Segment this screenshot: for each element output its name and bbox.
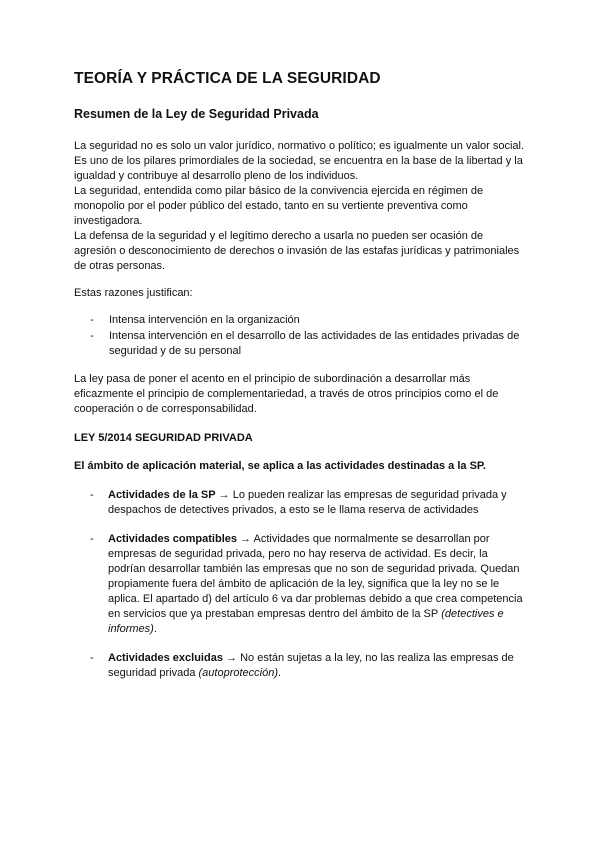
dash-bullet: -	[90, 314, 94, 326]
activity-text: aplica. El apartado d) del artículo 6 va dar problemas debido a que crea competencia	[108, 593, 523, 605]
reasons-list	[90, 313, 530, 360]
list-item-text: Intensa intervención en la organización	[109, 314, 300, 326]
activity-text-end: .	[278, 667, 282, 679]
list-item	[90, 313, 530, 328]
arrow-icon: →	[222, 652, 241, 664]
activity-text: seguridad privada	[108, 667, 196, 679]
activity-text: Lo pueden realizar las empresas de seguridad privada y	[232, 489, 507, 501]
paragraph-line: La seguridad, entendida como pilar básico de la convivencia ejercida en régimen de	[74, 185, 484, 197]
arrow-icon: →	[237, 533, 254, 545]
activity-italic-note: (detectives e	[438, 608, 504, 620]
activity-text: en servicios que ya prestaban empresas dentro del ámbito de la SP	[108, 608, 439, 620]
activity-term: Actividades compatibles	[108, 533, 237, 545]
activity-term: Actividades de la SP	[108, 489, 216, 501]
paragraph-line: La seguridad no es solo un valor jurídico, normativo o político; es igualmente un valor social.	[74, 140, 525, 152]
paragraph-line: de otras personas.	[74, 260, 166, 272]
activity-italic-note: informes)	[108, 623, 154, 635]
activity-text: podrían desarrollar también las empresas que no son de seguridad privada. Quedan	[108, 563, 520, 575]
activity-italic-note: (autoprotección)	[195, 667, 278, 679]
activity-text: despachos de detectives privados, a esto se le llama reserva de actividades	[108, 504, 479, 516]
paragraph-line: La ley pasa de poner el acento en el principio de subordinación a desarrollar más	[74, 373, 471, 385]
document-title: TEORÍA Y PRÁCTICA DE LA SEGURIDAD	[74, 70, 381, 87]
paragraph-line: monopolio por el poder público del estado, tanto en su vertiente preventiva como	[74, 200, 468, 212]
activity-term: Actividades excluidas	[108, 652, 223, 664]
document-subtitle: Resumen de la Ley de Seguridad Privada	[74, 107, 319, 121]
dash-bullet: -	[90, 652, 94, 664]
paragraph-line: igualdad y contribuye al desarrollo pleno de los individuos.	[74, 170, 359, 182]
paragraph-line: eficazmente el principio de complementariedad, a través de otros principios como el de	[74, 388, 499, 400]
activity-text: empresas de seguridad privada, pero no hay reserva de actividad. Es decir, la	[108, 548, 488, 560]
paragraph-line: La defensa de la seguridad y el legítimo derecho a usarla no pueden ser ocasión de	[74, 230, 484, 242]
activity-text: Actividades que normalmente se desarrollan por	[253, 533, 490, 545]
law-heading: LEY 5/2014 SEGURIDAD PRIVADA	[74, 432, 253, 444]
paragraph-intro	[74, 139, 534, 274]
activity-text: No están sujetas a la ley, no las realiza las empresas de	[240, 652, 514, 664]
paragraph-line: Es uno de los pilares primordiales de la sociedad, se encuentra en la base de la libertad y la	[74, 155, 523, 167]
list-item-text: Intensa intervención en el desarrollo de las actividades de las entidades privadas de	[109, 330, 520, 342]
paragraph-line: cooperación o de corresponsabilidad.	[74, 403, 257, 415]
list-item	[90, 329, 530, 359]
scope-heading: El ámbito de aplicación material, se aplica a las actividades destinadas a la SP.	[74, 460, 486, 472]
dash-bullet: -	[90, 330, 94, 342]
reasons-intro: Estas razones justifican:	[74, 287, 193, 299]
dash-bullet: -	[90, 533, 94, 545]
list-item-text: seguridad y de su personal	[109, 345, 242, 357]
activity-text-end: .	[153, 623, 157, 635]
activity-text: propiamente fuera del ámbito de aplicación de la ley, significa que la ley no se le	[108, 578, 500, 590]
dash-bullet: -	[90, 489, 94, 501]
paragraph-line: investigadora.	[74, 215, 143, 227]
paragraph-principles	[74, 372, 534, 417]
paragraph-line: agresión o desconocimiento de derechos o invasión de las estafas jurídicas y patrimoniales	[74, 245, 520, 257]
arrow-icon: →	[215, 489, 233, 501]
